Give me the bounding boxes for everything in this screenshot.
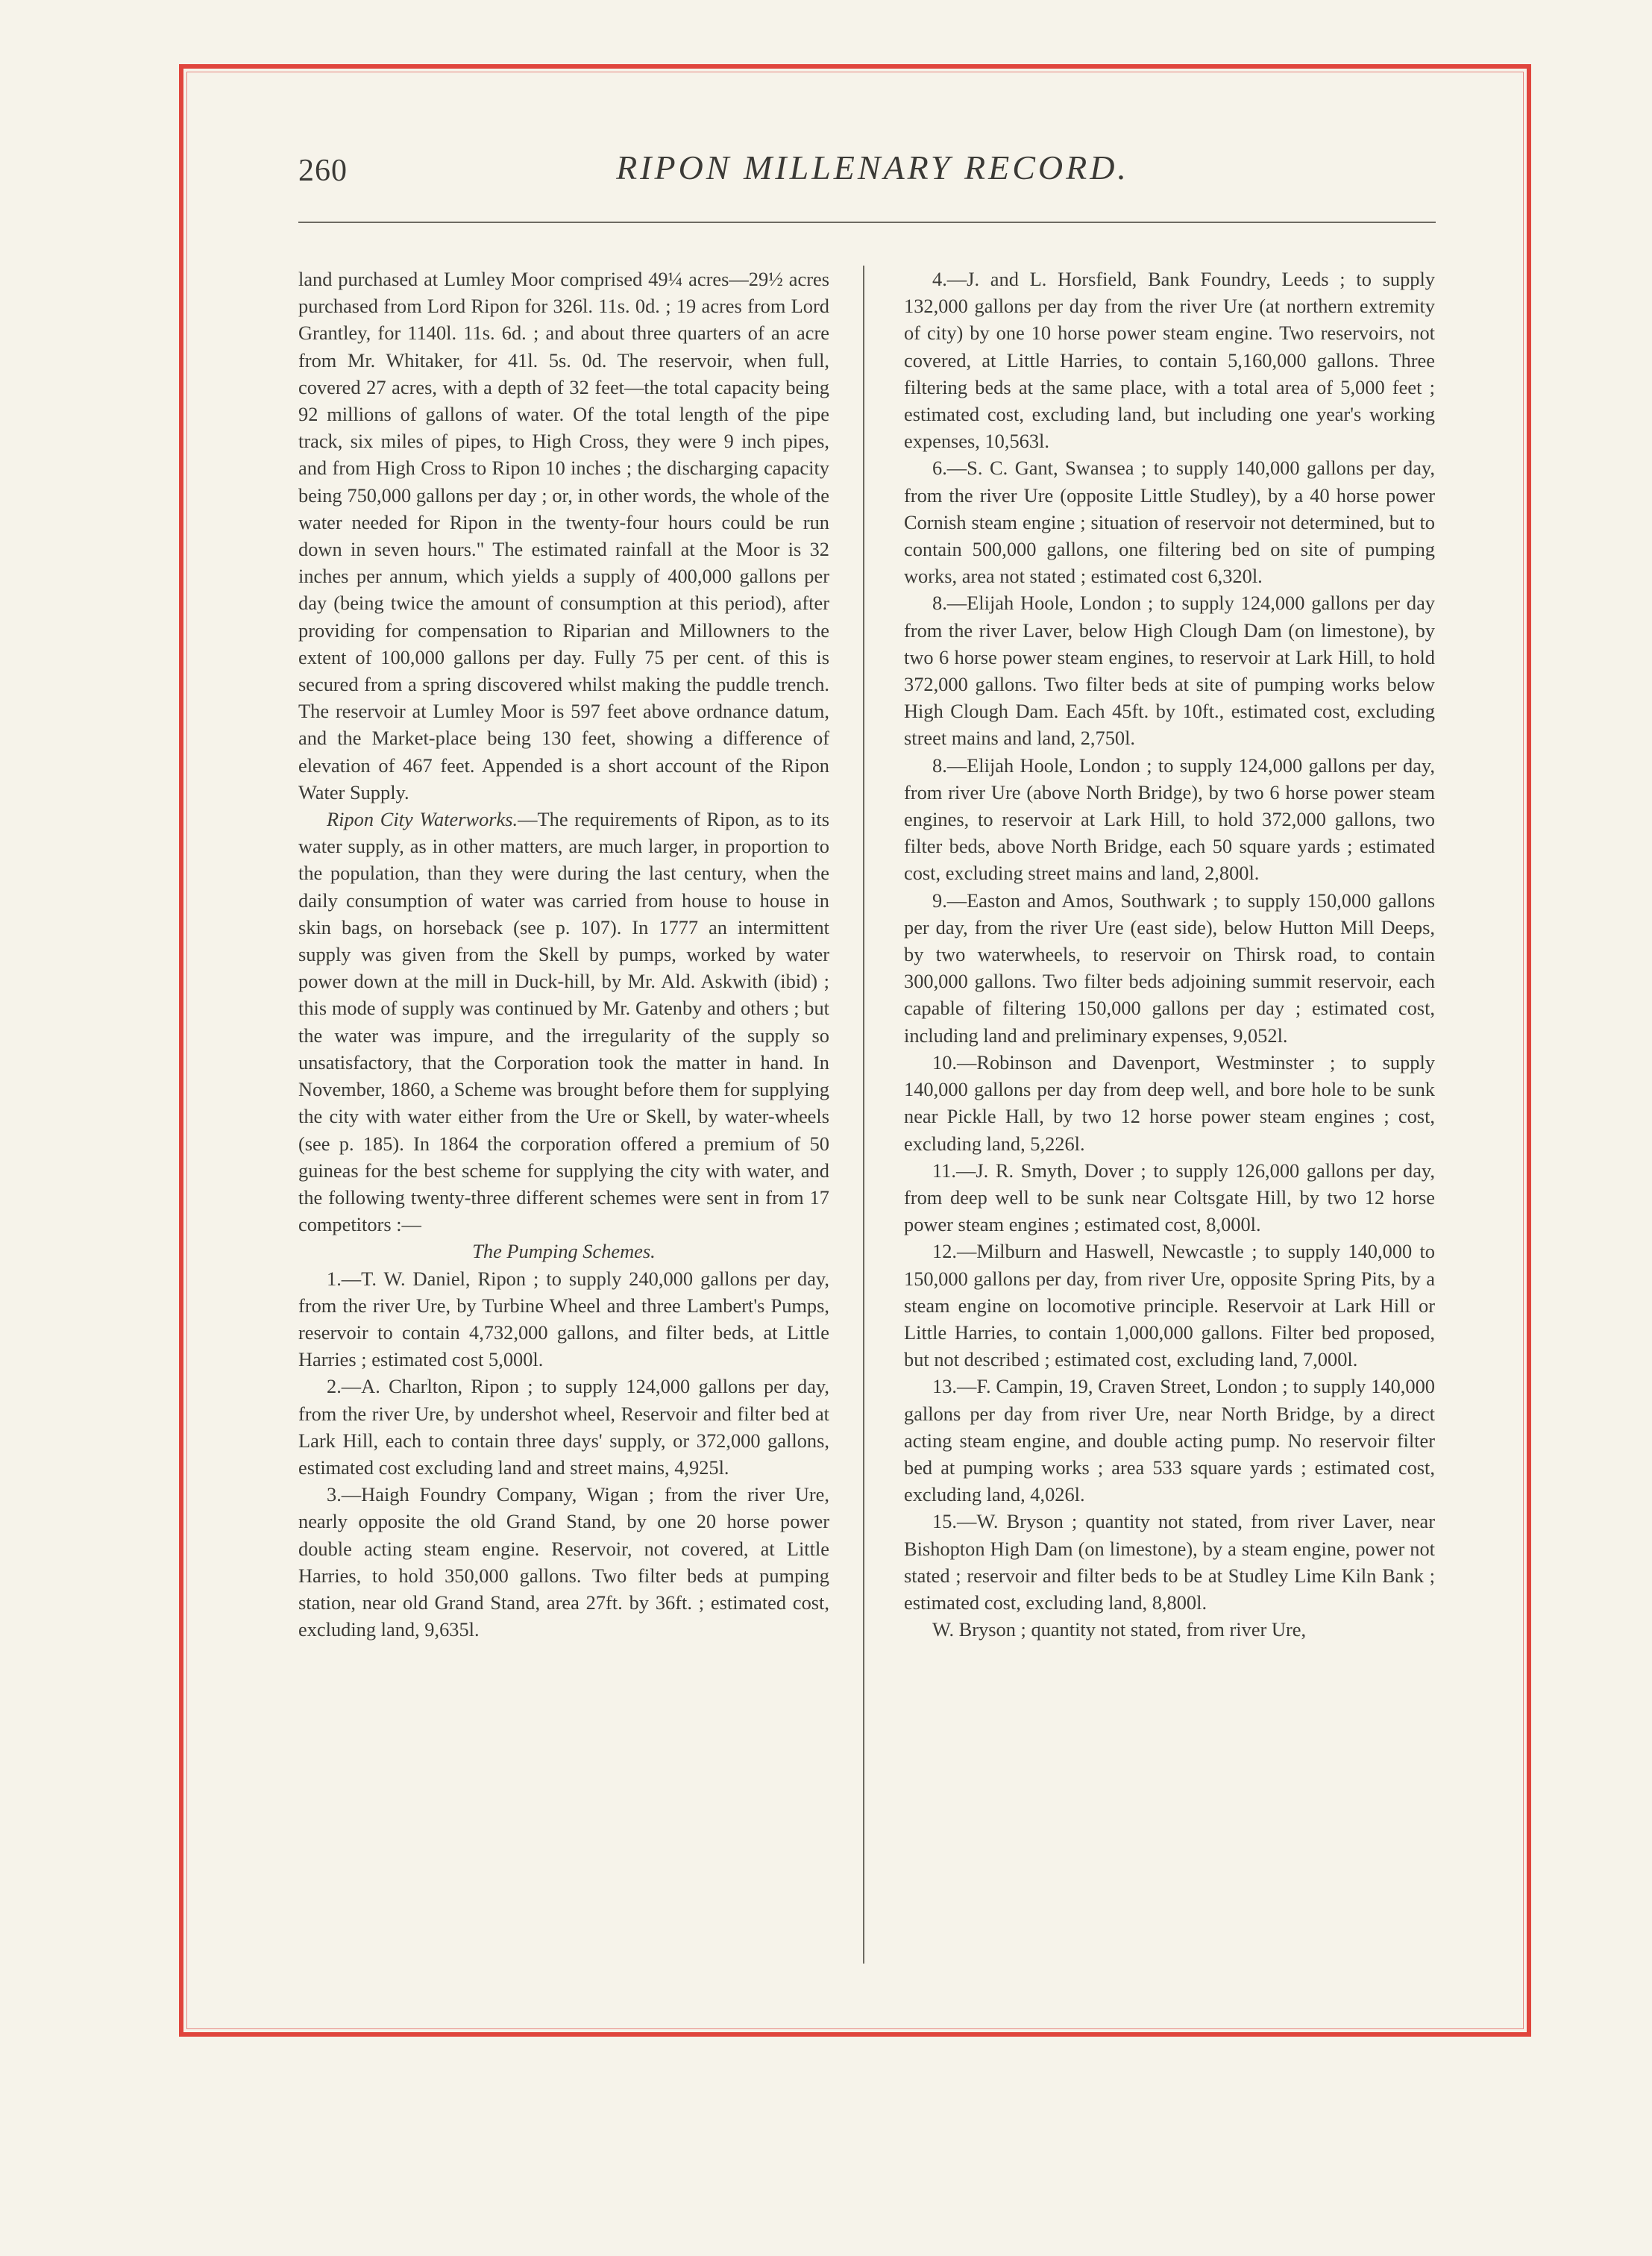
section-title: Ripon City Waterworks. (327, 808, 518, 831)
page-number: 260 (298, 154, 348, 188)
paragraph: land purchased at Lumley Moor comprised 49¼ acres—29½ acres purchased from Lord Ripon for 326l. 11s. 0d. ; 19 acres from Lord Grantley, for 1140l. 11s. 6d. ; and about three quarters of an acre from Mr. Whitaker, for 41l. 5s. 0d. The reservoir, when full, covered 27 acres, with a depth of 32 feet—the total capacity being 92 millions of gallons of water. Of the total length of the pipe track, six miles of pipes, to High Cross, they were 9 inch pipes, and from High Cross to Ripon 10 inches ; the discharging capacity being 750,000 gallons per day ; or, in other words, the whole of the water needed for Ripon in the twenty-four hours could be run down in seven hours." The estimated rainfall at the Moor is 32 inches per annum, which yields a supply of 400,000 gallons per day (being twice the amount of consumption at this period), after providing for compensation to Riparian and Millowners to the extent of 100,000 gallons per day. Fully 75 per cent. of this is secured from a spring discovered whilst making the puddle trench. The reservoir at Lumley Moor is 597 feet above ordnance datum, and the Market-place being 130 feet, showing a difference of elevation of 467 feet. Appended is a short account of the Ripon Water Supply. (298, 268, 829, 803)
scheme-entry: 1.—T. W. Daniel, Ripon ; to supply 240,000 gallons per day, from the river Ure, by Turbine Wheel and three Lambert's Pumps, reservoir to contain 4,732,000 gallons, and filter beds, at Little Harries ; estimated cost 5,000l. (298, 1267, 829, 1371)
scheme-entry: 12.—Milburn and Haswell, Newcastle ; to supply 140,000 to 150,000 gallons per day, from river Ure, opposite Spring Pits, by a steam engine on locomotive principle. Reservoir at Lark Hill or Little Harries, to contain 1,000,000 gallons. Filter bed proposed, but not described ; estimated cost, excluding land, 7,000l. (904, 1240, 1435, 1371)
paragraph (298, 806, 829, 1238)
scheme-entry: 9.—Easton and Amos, Southwark ; to supply 150,000 gallons per day, from the river Ure (east side), below Hutton Mill Deeps, by two waterwheels, to reservoir on Thirsk road, to contain 300,000 gallons. Two filter beds adjoining summit reservoir, each capable of filtering 150,000 gallons per day ; estimated cost, including land and preliminary expenses, 9,052l. (904, 889, 1435, 1047)
scheme-entry: 11.—J. R. Smyth, Dover ; to supply 126,000 gallons per day, from deep well to be sunk near Coltsgate Hill, by two 12 horse power steam engines ; estimated cost, 8,000l. (904, 1159, 1435, 1236)
subheading: The Pumping Schemes. (472, 1240, 656, 1263)
scheme-entry: 3.—Haigh Foundry Company, Wigan ; from the river Ure, nearly opposite the old Grand Stand, by one 20 horse power double acting steam engine. Reservoir, not covered, at Little Harries, to hold 350,000 gallons. Two filter beds at pumping station, near old Grand Stand, area 27ft. by 36ft. ; estimated cost, excluding land, 9,635l. (298, 1483, 829, 1641)
left-column (298, 266, 829, 1643)
running-title: RIPON MILLENARY RECORD. (616, 148, 1129, 187)
scheme-entry: 15.—W. Bryson ; quantity not stated, from river Laver, near Bishopton High Dam (on limestone), by a steam engine, power not stated ; reservoir and filter beds to be at Studley Lime Kiln Bank ; estimated cost, excluding land, 8,800l. (904, 1510, 1435, 1614)
scheme-entry: 8.—Elijah Hoole, London ; to supply 124,000 gallons per day from the river Laver, below High Clough Dam (on limestone), by two 6 horse power steam engines, to reservoir at Lark Hill, to hold 372,000 gallons. Two filter beds at site of pumping works below High Clough Dam. Each 45ft. by 10ft., estimated cost, excluding street mains and land, 2,750l. (904, 592, 1435, 750)
scheme-entry: 4.—J. and L. Horsfield, Bank Foundry, Leeds ; to supply 132,000 gallons per day from the river Ure (at northern extremity of city) by one 10 horse power steam engine. Two reservoirs, not covered, at Little Harries, to contain 5,160,000 gallons. Three filtering beds at the same place, with a total area of 5,000 feet ; estimated cost, excluding land, but including one year's working expenses, 10,563l. (904, 268, 1435, 453)
scheme-entry: 10.—Robinson and Davenport, Westminster ; to supply 140,000 gallons per day from deep well, and bore hole to be sunk near Pickle Hall, by two 12 horse power steam engines ; cost, excluding land, 5,226l. (904, 1050, 1435, 1155)
column-divider (863, 266, 864, 1964)
scheme-entry: 2.—A. Charlton, Ripon ; to supply 124,000 gallons per day, from the river Ure, by undershot wheel, Reservoir and filter bed at Lark Hill, each to contain three days' supply, or 372,000 gallons, estimated cost excluding land and street mains, 4,925l. (298, 1375, 829, 1479)
scheme-entry: 13.—F. Campin, 19, Craven Street, London ; to supply 140,000 gallons per day from river Ure, near North Bridge, by a direct acting steam engine, and double acting pump. No reservoir filter bed at pumping works ; area 533 square yards ; estimated cost, excluding land, 4,026l. (904, 1375, 1435, 1506)
header-rule (298, 222, 1436, 223)
scheme-entry: 6.—S. C. Gant, Swansea ; to supply 140,000 gallons per day, from the river Ure (opposite Little Studley), by a 40 horse power Cornish steam engine ; situation of reservoir not determined, but to contain 500,000 gallons, one filtering bed on site of pumping works, area not stated ; estimated cost 6,320l. (904, 457, 1435, 588)
scheme-entry: W. Bryson ; quantity not stated, from river Ure, (932, 1618, 1307, 1641)
right-column (904, 266, 1435, 1643)
paragraph-body: —The requirements of Ripon, as to its water supply, as in other matters, are much larger, in proportion to the population, than they were during the last century, when the daily consumption of water was carried from house to house in skin bags, on horseback (see p. 107). In 1777 an intermittent supply was given from the Skell by pumps, worked by water power down at the mill in Duck-hill, by Mr. Ald. Askwith (ibid) ; this mode of supply was continued by Mr. Gatenby and others ; but the water was impure, and the irregularity of the supply so unsatisfactory, that the Corporation took the matter in hand. In November, 1860, a Scheme was brought before them for supplying the city with water either from the Ure or Skell, by water-wheels (see p. 185). In 1864 the corporation offered a premium of 50 guineas for the best scheme for supplying the city with water, and the following twenty-three different schemes were sent in from 17 competitors :— (298, 808, 829, 1236)
scheme-entry: 8.—Elijah Hoole, London ; to supply 124,000 gallons per day, from river Ure (above North Bridge), by two 6 horse power steam engines, to reservoir at Lark Hill, to hold 372,000 gallons, two filter beds, above North Bridge, each 50 square yards ; estimated cost, excluding street mains and land, 2,800l. (904, 753, 1435, 885)
